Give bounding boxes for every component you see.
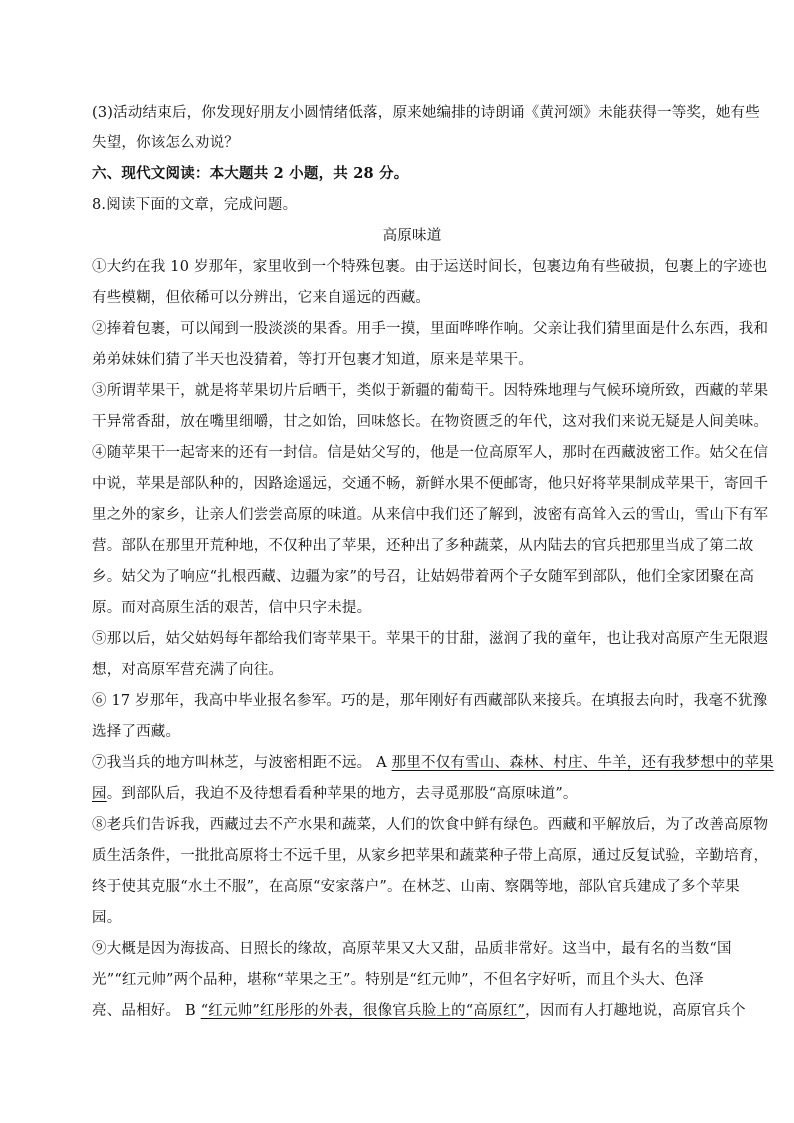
paragraph-5-line-2: 想，对高原军营充满了向往。 — [92, 662, 284, 678]
paragraph-6-line-1: ⑥ 17 岁那年，我高中毕业报名参军。巧的是，那年刚好有西藏部队来接兵。在填报去向时，我毫不犹豫 — [92, 693, 768, 709]
paragraph-9-text-tail: ，因而有人打趣地说，高原官兵个 — [525, 1003, 746, 1019]
question-8-prompt: 8.阅读下面的文章，完成问题。 — [92, 197, 298, 213]
paragraph-7-line-1 — [92, 753, 774, 773]
paragraph-4-line-6: 原。而对高原生活的艰苦，信中只字未提。 — [92, 600, 372, 616]
paragraph-8-line-1: ⑧老兵们告诉我，西藏过去不产水果和蔬菜，人们的饮食中鲜有绿色。西藏和平解放后，为了改善高原物 — [92, 817, 769, 833]
paragraph-4-line-2: 中说，苹果是部队种的，因路途遥远，交通不畅，新鲜水果不便邮寄，他只好将苹果制成苹果干，寄回千 — [92, 476, 769, 492]
paragraph-9-line-1: ⑨大概是因为海拔高、日照长的缘故，高原苹果又大又甜，品质非常好。这当中，最有名的当数“国 — [92, 941, 732, 957]
section-heading: 六、现代文阅读：本大题共 2 小题，共 28 分。 — [92, 165, 409, 182]
paragraph-9-line-3 — [92, 1001, 746, 1021]
question-3-line-1: (3)活动结束后，你发现好朋友小圆情绪低落，原来她编排的诗朗诵《黄河颂》未能获得一等奖，她有些 — [92, 105, 760, 121]
underlined-sentence-b: “红元帅”红彤彤的外表，很像官兵脸上的“高原红” — [200, 1003, 526, 1019]
paragraph-7-text-2-tail: 。到部队后，我迫不及待想看看种苹果的地方，去寻觅那股“高原味道”。 — [106, 786, 578, 802]
paragraph-1-line-1: ①大约在我 10 岁那年，家里收到一个特殊包裹。由于运送时间长，包裹边角有些破损，包裹上的字迹也 — [92, 259, 768, 275]
paragraph-1-line-2: 有些模糊，但依稀可以分辨出，它来自遥远的西藏。 — [92, 290, 431, 306]
paragraph-7-text: ⑦我当兵的地方叫林芝，与波密相距不远。 A — [92, 755, 392, 771]
paragraph-6-line-2: 选择了西藏。 — [92, 724, 181, 740]
paragraph-9-text: 亮、品相好。 B — [92, 1003, 201, 1019]
paragraph-4-line-4: 营。部队在那里开荒种地，不仅种出了苹果，还种出了多种蔬菜，从内陆去的官兵把那里当成了第二故 — [92, 538, 754, 554]
paragraph-5-line-1: ⑤那以后，姑父姑妈每年都给我们寄苹果干。苹果干的甘甜，滋润了我的童年，也让我对高原产生无限遐 — [92, 631, 769, 647]
paragraph-4-line-1: ④随苹果干一起寄来的还有一封信。信是姑父写的，他是一位高原军人，那时在西藏波密工作。姑父在信 — [92, 445, 769, 461]
paragraph-3-line-2: 干异常香甜，放在嘴里细嚼，甘之如饴，回味悠长。在物资匮乏的年代，这对我们来说无疑是人间美味。 — [92, 414, 769, 430]
question-3-line-2: 失望，你该怎么劝说？ — [92, 135, 239, 151]
paragraph-7-line-2 — [92, 784, 732, 804]
underlined-sentence-a-end: 园 — [92, 786, 107, 802]
paragraph-8-line-2: 质生活条件，一批批高原将士不远千里，从家乡把苹果和蔬菜种子带上高原，通过反复试验，辛勤培育， — [92, 848, 769, 864]
paragraph-4-line-5: 乡。姑父为了响应“扎根西藏、边疆为家”的号召，让姑妈带着两个子女随军到部队，他们全家团聚在高 — [92, 569, 755, 585]
article-title: 高原味道 — [382, 228, 442, 244]
paragraph-2-line-2: 弟弟妹妹们猜了半天也没猜着，等打开包裹才知道，原来是苹果干。 — [92, 352, 533, 368]
paragraph-8-line-4: 园。 — [92, 910, 122, 926]
paragraph-2-line-1: ②捧着包裹，可以闻到一股淡淡的果香。用手一摸，里面哗哗作响。父亲让我们猜里面是什么东西，我和 — [92, 321, 769, 337]
paragraph-8-line-3: 终于使其克服“水土不服”，在高原“安家落户”。在林芝、山南、察隅等地，部队官兵建成了多个苹果 — [92, 879, 740, 895]
underlined-sentence-a: 那里不仅有雪山、森林、村庄、牛羊，还有我梦想中的苹果 — [391, 755, 774, 771]
paragraph-3-line-1: ③所谓苹果干，就是将苹果切片后晒干，类似于新疆的葡萄干。因特殊地理与气候环境所致，西藏的苹果 — [92, 383, 769, 399]
paragraph-4-line-3: 里之外的家乡，让亲人们尝尝高原的味道。从来信中我们还了解到，波密有高耸入云的雪山，雪山下有军 — [92, 507, 769, 523]
paragraph-9-line-2: 光”“红元帅”两个品种，堪称“苹果之王”。特别是“红元帅”，不但名字好听，而且个头大、色泽 — [92, 972, 704, 988]
